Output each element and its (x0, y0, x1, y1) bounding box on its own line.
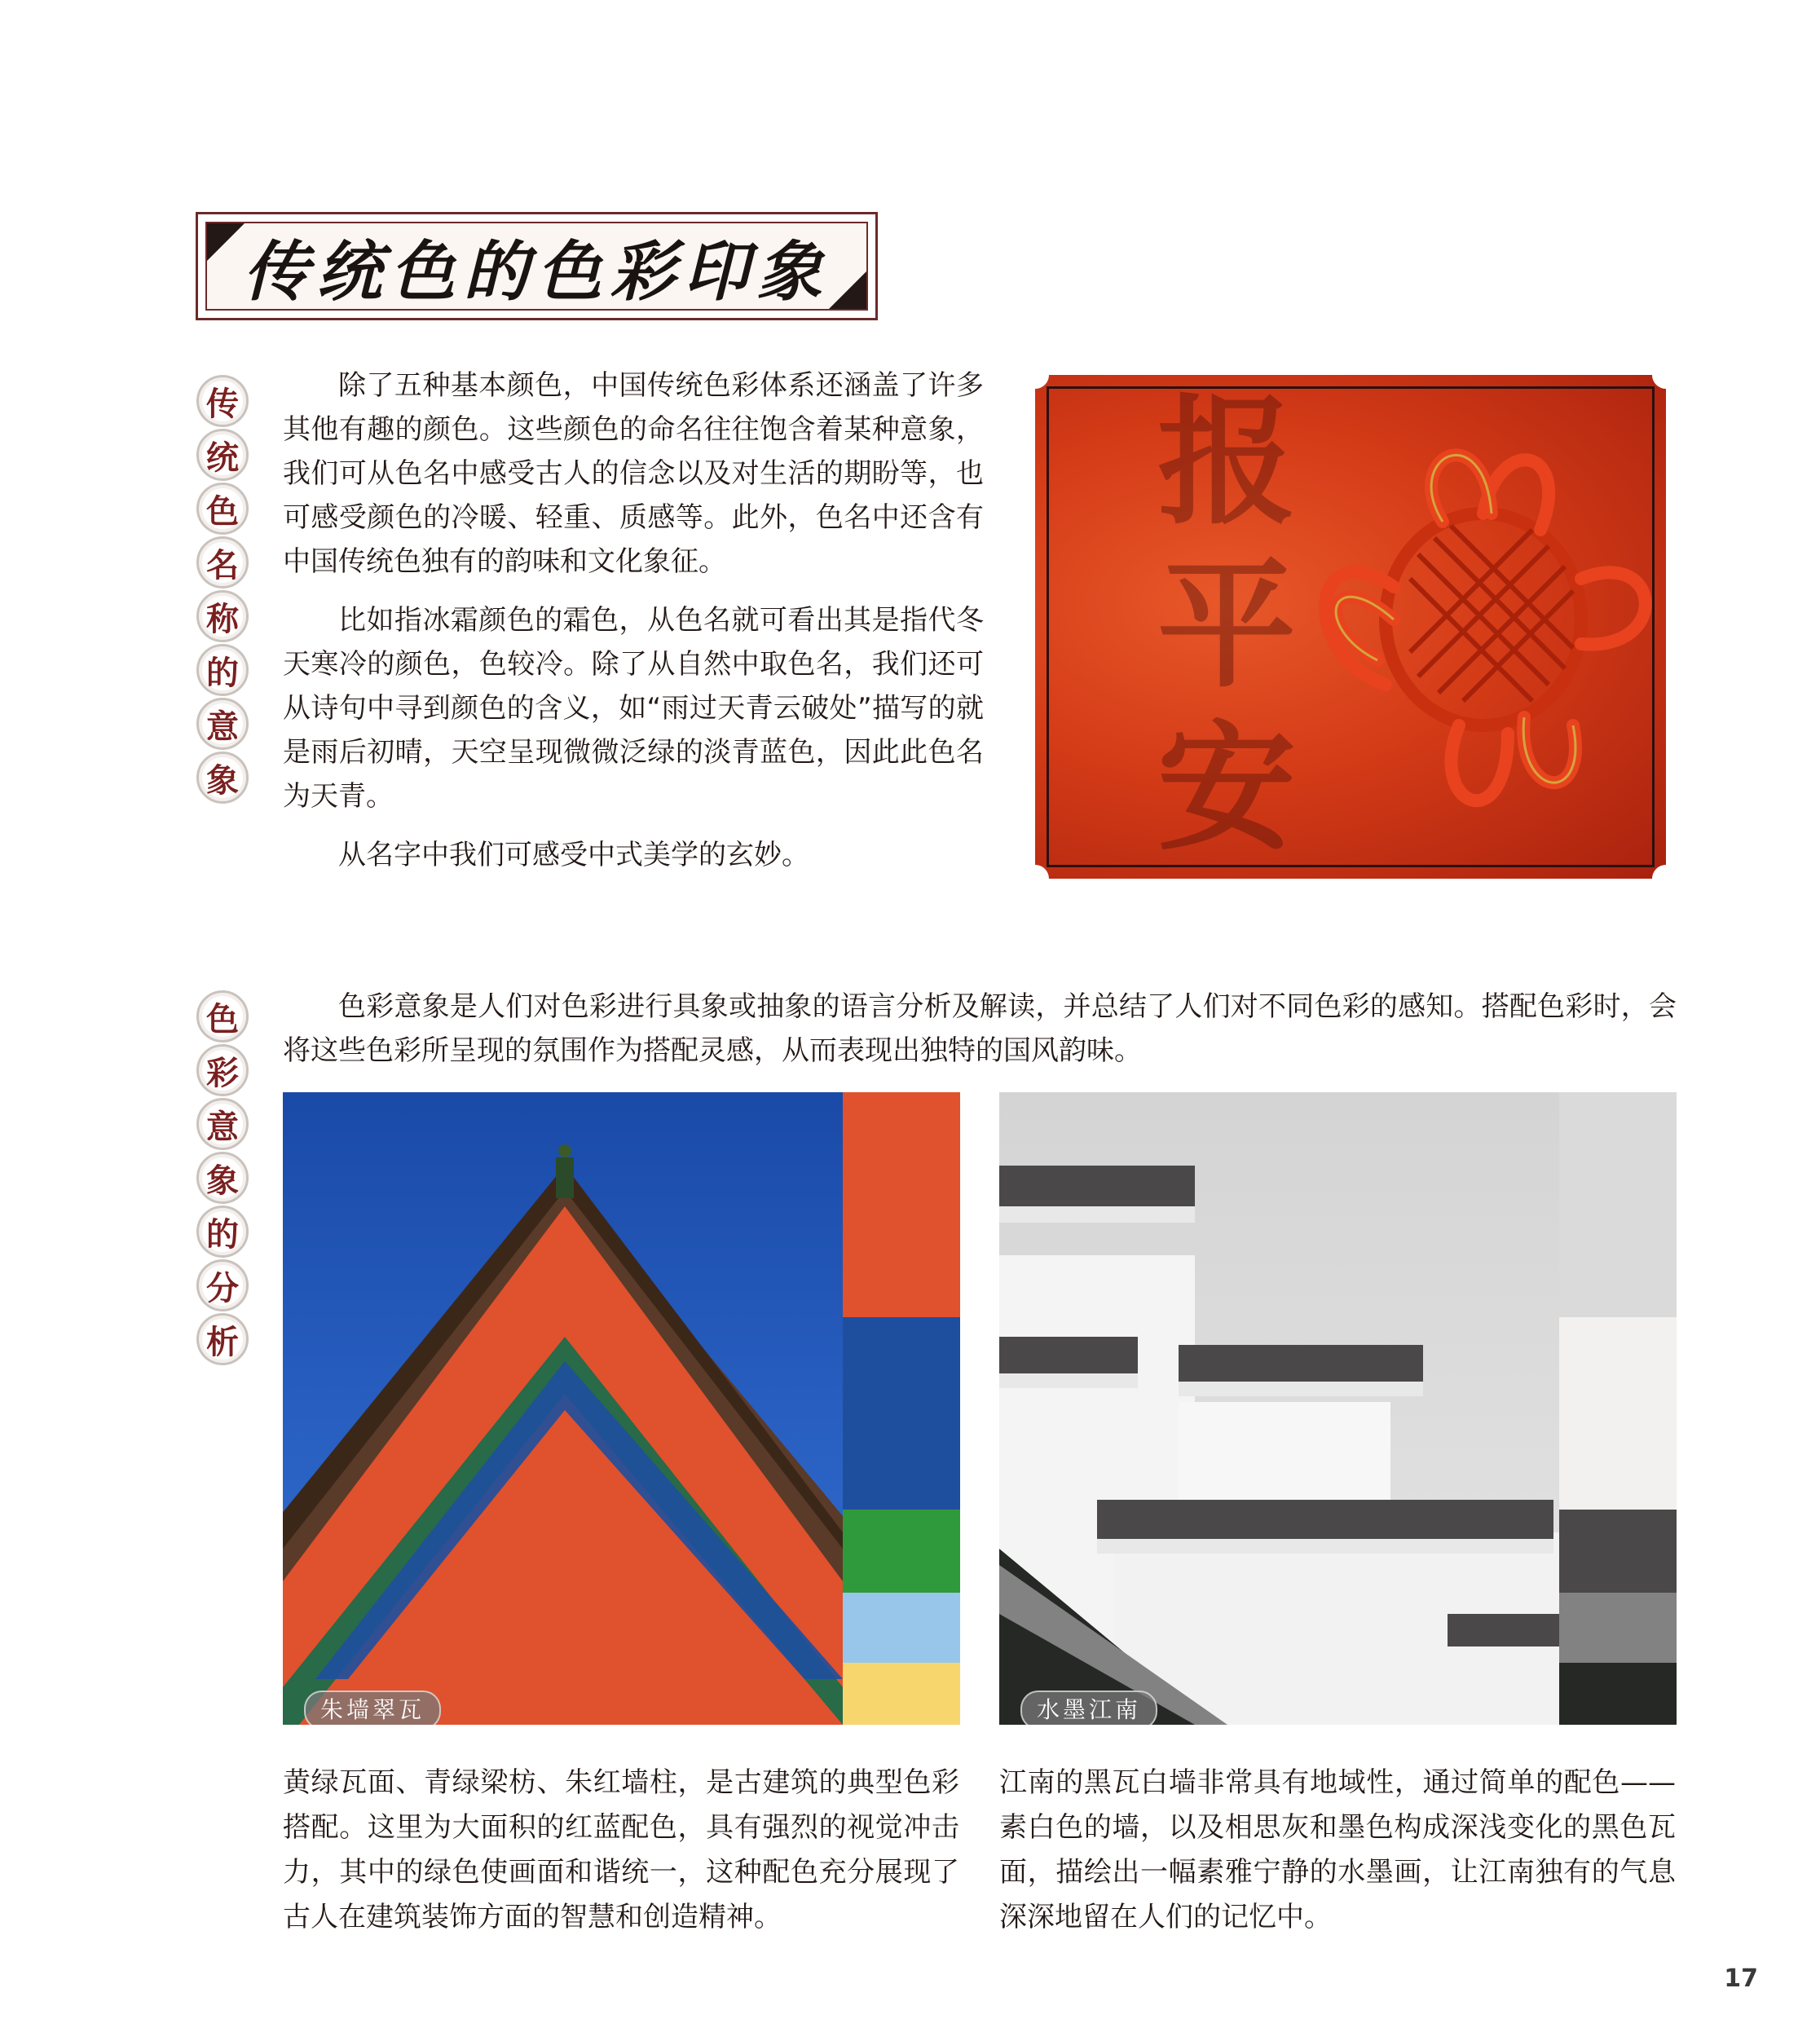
label-char: 析 (196, 1313, 249, 1365)
photo-calligraphy: 报 (1157, 381, 1297, 544)
jiangnan-architecture-photo (999, 1092, 1559, 1725)
color-swatch (1559, 1663, 1677, 1725)
section1-paragraph: 从名字中我们可感受中式美学的玄妙。 (338, 839, 809, 871)
label-char: 传 (196, 375, 249, 427)
palace-graphic (283, 1092, 843, 1725)
color-swatch (843, 1663, 960, 1725)
section1-body (283, 364, 984, 892)
label-char: 意 (196, 1098, 249, 1150)
label-char: 彩 (196, 1044, 249, 1096)
label-char: 象 (196, 1152, 249, 1204)
label-char: 意 (196, 698, 249, 750)
section1-paragraph: 除了五种基本颜色，中国传统色彩体系还涵盖了许多其他有趣的颜色。这些颜色的命名往往饱含着某种意象，我们可从色名中感受古人的信念以及对生活的期盼等，也可感受颜色的冷暖、轻重、质感等。此外，色名中还含有中国传统色独有的韵味和文化象征。 (283, 369, 984, 578)
label-char: 称 (196, 590, 249, 642)
photo-tag: 水墨江南 (1020, 1691, 1157, 1725)
label-char: 的 (196, 644, 249, 696)
section1-paragraph: 比如指冰霜颜色的霜色，从色名就可看出其是指代冬天寒冷的颜色，色较冷。除了从自然中取色名，我们还可从诗句中寻到颜色的含义，如“雨过天青云破处”描写的就是雨后初晴，天空呈现微微泛绿的淡青蓝色，因此此色名为天青。 (283, 604, 984, 813)
banner-corner-tl (207, 223, 245, 261)
jiangnan-graphic (999, 1092, 1559, 1725)
label-char: 统 (196, 429, 249, 481)
label-char: 色 (196, 483, 249, 535)
chinese-knot-photo (1035, 375, 1666, 879)
jiangnan-color-swatches (1559, 1092, 1677, 1725)
color-swatch (843, 1092, 960, 1317)
photo-calligraphy: 安 (1157, 707, 1297, 870)
jiangnan-caption: 江南的黑瓦白墙非常具有地域性，通过简单的配色——素白色的墙，以及相思灰和墨色构成深浅变化的黑色瓦面，描绘出一幅素雅宁静的水墨画，让江南独有的气息深深地留在人们的记忆中。 (999, 1766, 1676, 1933)
section2-intro: 色彩意象是人们对色彩进行具象或抽象的语言分析及解读，并总结了人们对不同色彩的感知。搭配色彩时，会将这些色彩所呈现的氛围作为搭配灵感，从而表现出独特的国风韵味。 (283, 990, 1677, 1067)
color-swatch (1559, 1510, 1677, 1593)
title-banner (196, 212, 878, 320)
label-char: 分 (196, 1259, 249, 1311)
color-swatch (1559, 1317, 1677, 1510)
label-char: 色 (196, 990, 249, 1043)
photo-calligraphy: 平 (1157, 544, 1297, 707)
banner-corner-br (829, 271, 866, 309)
page-number: 17 (1724, 1964, 1758, 1993)
label-char: 象 (196, 752, 249, 804)
color-swatch (843, 1593, 960, 1663)
section2-label (194, 990, 251, 1367)
page-title: 传统色的色彩印象 (243, 233, 831, 310)
label-char: 的 (196, 1206, 249, 1258)
palace-color-swatches (843, 1092, 960, 1725)
color-swatch (843, 1510, 960, 1593)
photo-tag: 朱墙翠瓦 (304, 1691, 441, 1725)
palace-caption: 黄绿瓦面、青绿梁枋、朱红墙柱，是古建筑的典型色彩搭配。这里为大面积的红蓝配色，具有强烈的视觉冲击力，其中的绿色使画面和谐统一，这种配色充分展现了古人在建筑装饰方面的智慧和创造精神。 (283, 1766, 959, 1933)
section1-label (194, 375, 251, 805)
color-swatch (1559, 1593, 1677, 1663)
color-swatch (843, 1317, 960, 1510)
photo-border (1047, 386, 1655, 867)
section2-body (283, 985, 1677, 1073)
label-char: 名 (196, 536, 249, 588)
palace-corner-photo (283, 1092, 843, 1725)
